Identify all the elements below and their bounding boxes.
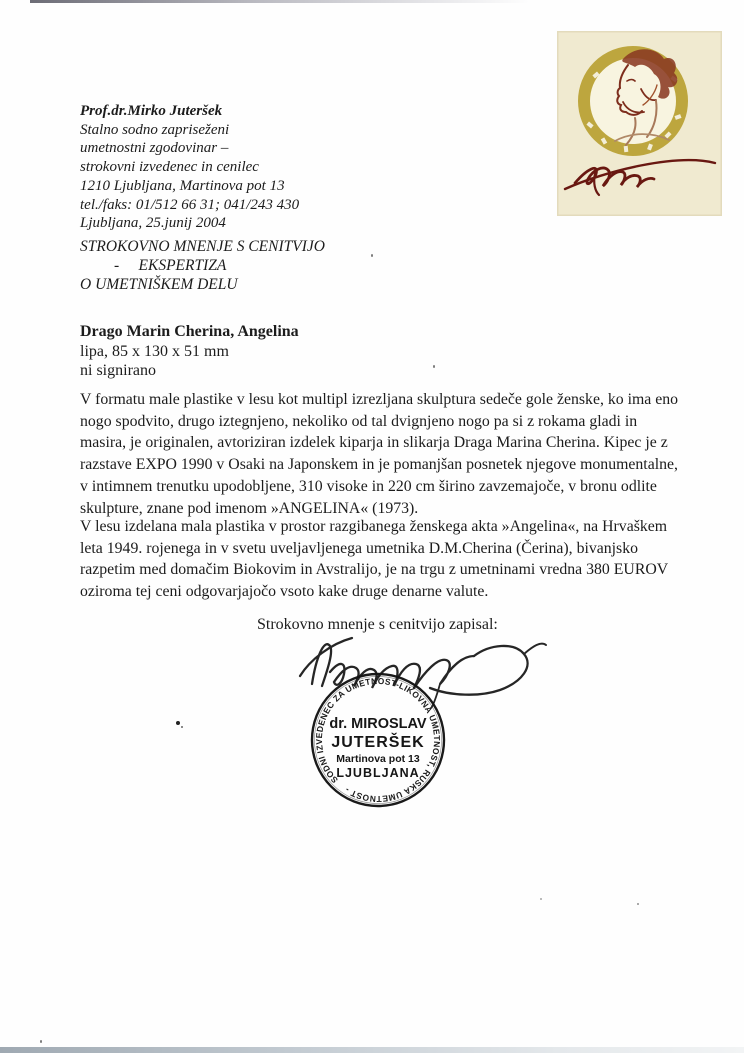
ink-speck bbox=[181, 726, 183, 728]
scan-edge-artifact-top bbox=[30, 0, 530, 3]
ink-speck bbox=[433, 365, 435, 368]
scan-edge-artifact-bottom bbox=[0, 1047, 744, 1053]
title-line: O UMETNIŠKEM DELU bbox=[80, 276, 238, 294]
artwork-identification bbox=[80, 322, 299, 381]
handwritten-signature bbox=[290, 618, 550, 710]
author-line: Stalno sodno zapriseženi bbox=[80, 121, 230, 138]
artist-portrait-stamp bbox=[557, 31, 722, 216]
ink-speck bbox=[371, 254, 373, 257]
stamp-center-line: JUTERŠEK bbox=[331, 734, 425, 751]
author-line: strokovni izvedenec in cenilec bbox=[80, 159, 259, 176]
document-title bbox=[80, 237, 325, 295]
ink-speck bbox=[40, 1040, 42, 1043]
closing-line: Strokovno mnenje s cenitvijo zapisal: bbox=[257, 616, 498, 633]
author-line: tel./faks: 01/512 66 31; 041/243 430 bbox=[80, 196, 300, 213]
ink-speck bbox=[176, 721, 180, 725]
artwork-signature-note: ni signirano bbox=[80, 362, 156, 380]
author-line: 1210 Ljubljana, Martinova pot 13 bbox=[80, 177, 285, 194]
title-line: - EKSPERTIZA bbox=[114, 257, 227, 275]
author-name: Prof.dr.Mirko Juteršek bbox=[80, 103, 223, 119]
ink-speck bbox=[540, 898, 542, 900]
author-line: umetnostni zgodovinar – bbox=[80, 140, 229, 157]
author-line: Ljubljana, 25.junij 2004 bbox=[80, 215, 226, 232]
letterhead-block bbox=[80, 102, 299, 233]
artwork-dimensions: lipa, 85 x 130 x 51 mm bbox=[80, 342, 229, 360]
ink-speck bbox=[637, 903, 639, 905]
body-paragraph-2: V lesu izdelana mala plastika v prostor razgibanega ženskega akta »Angelina«, na Hrvaškem leta 1949. rojenega in v svetu uveljavljenega umetnika D.M.Cherina (Čerina), bivanjsko razpetim med domačim Biokovim in Avstralijo, je na trgu z umetninami vredna 380 EUROV oziroma tej ceni odgovarjajočo vsoto kake druge denarne valute. bbox=[80, 518, 668, 601]
stamp-ring-text: SODNI IZVEDENEC ZA UMETNOST-LIKOVNA UMETNOST, RUSKA UMETNOST - bbox=[313, 675, 443, 805]
stamp-center-line: LJUBLJANA bbox=[336, 766, 420, 780]
artwork-title: Drago Marin Cherina, Angelina bbox=[80, 323, 299, 340]
stamp-center-line: Martinova pot 13 bbox=[336, 753, 420, 765]
stamp-center-line: dr. MIROSLAV bbox=[329, 716, 427, 732]
body-paragraph-1: V formatu male plastike v lesu kot multipl izrezljana skulptura sedeče gole ženske, ko ima eno nogo spodvito, drugo iztegnjeno, nekoliko od tal dvignjeno nogo pa si z rokama gladi in masira, je originalen, avtoriziran izdelek kiparja in slikarja Draga Marina Cherina. Kipec je z razstave EXPO 1990 v Osaki na Japonskem in je pomanjšan posnetek njegove monumentalne, v intimnem trenutku upodobljene, 310 visoke in 220 cm širino zavzemajoče, v bronu odlite skulpture, znane pod imenom »ANGELINA« (1973). bbox=[80, 391, 679, 517]
title-line: STROKOVNO MNENJE S CENITVIJO bbox=[80, 238, 325, 255]
